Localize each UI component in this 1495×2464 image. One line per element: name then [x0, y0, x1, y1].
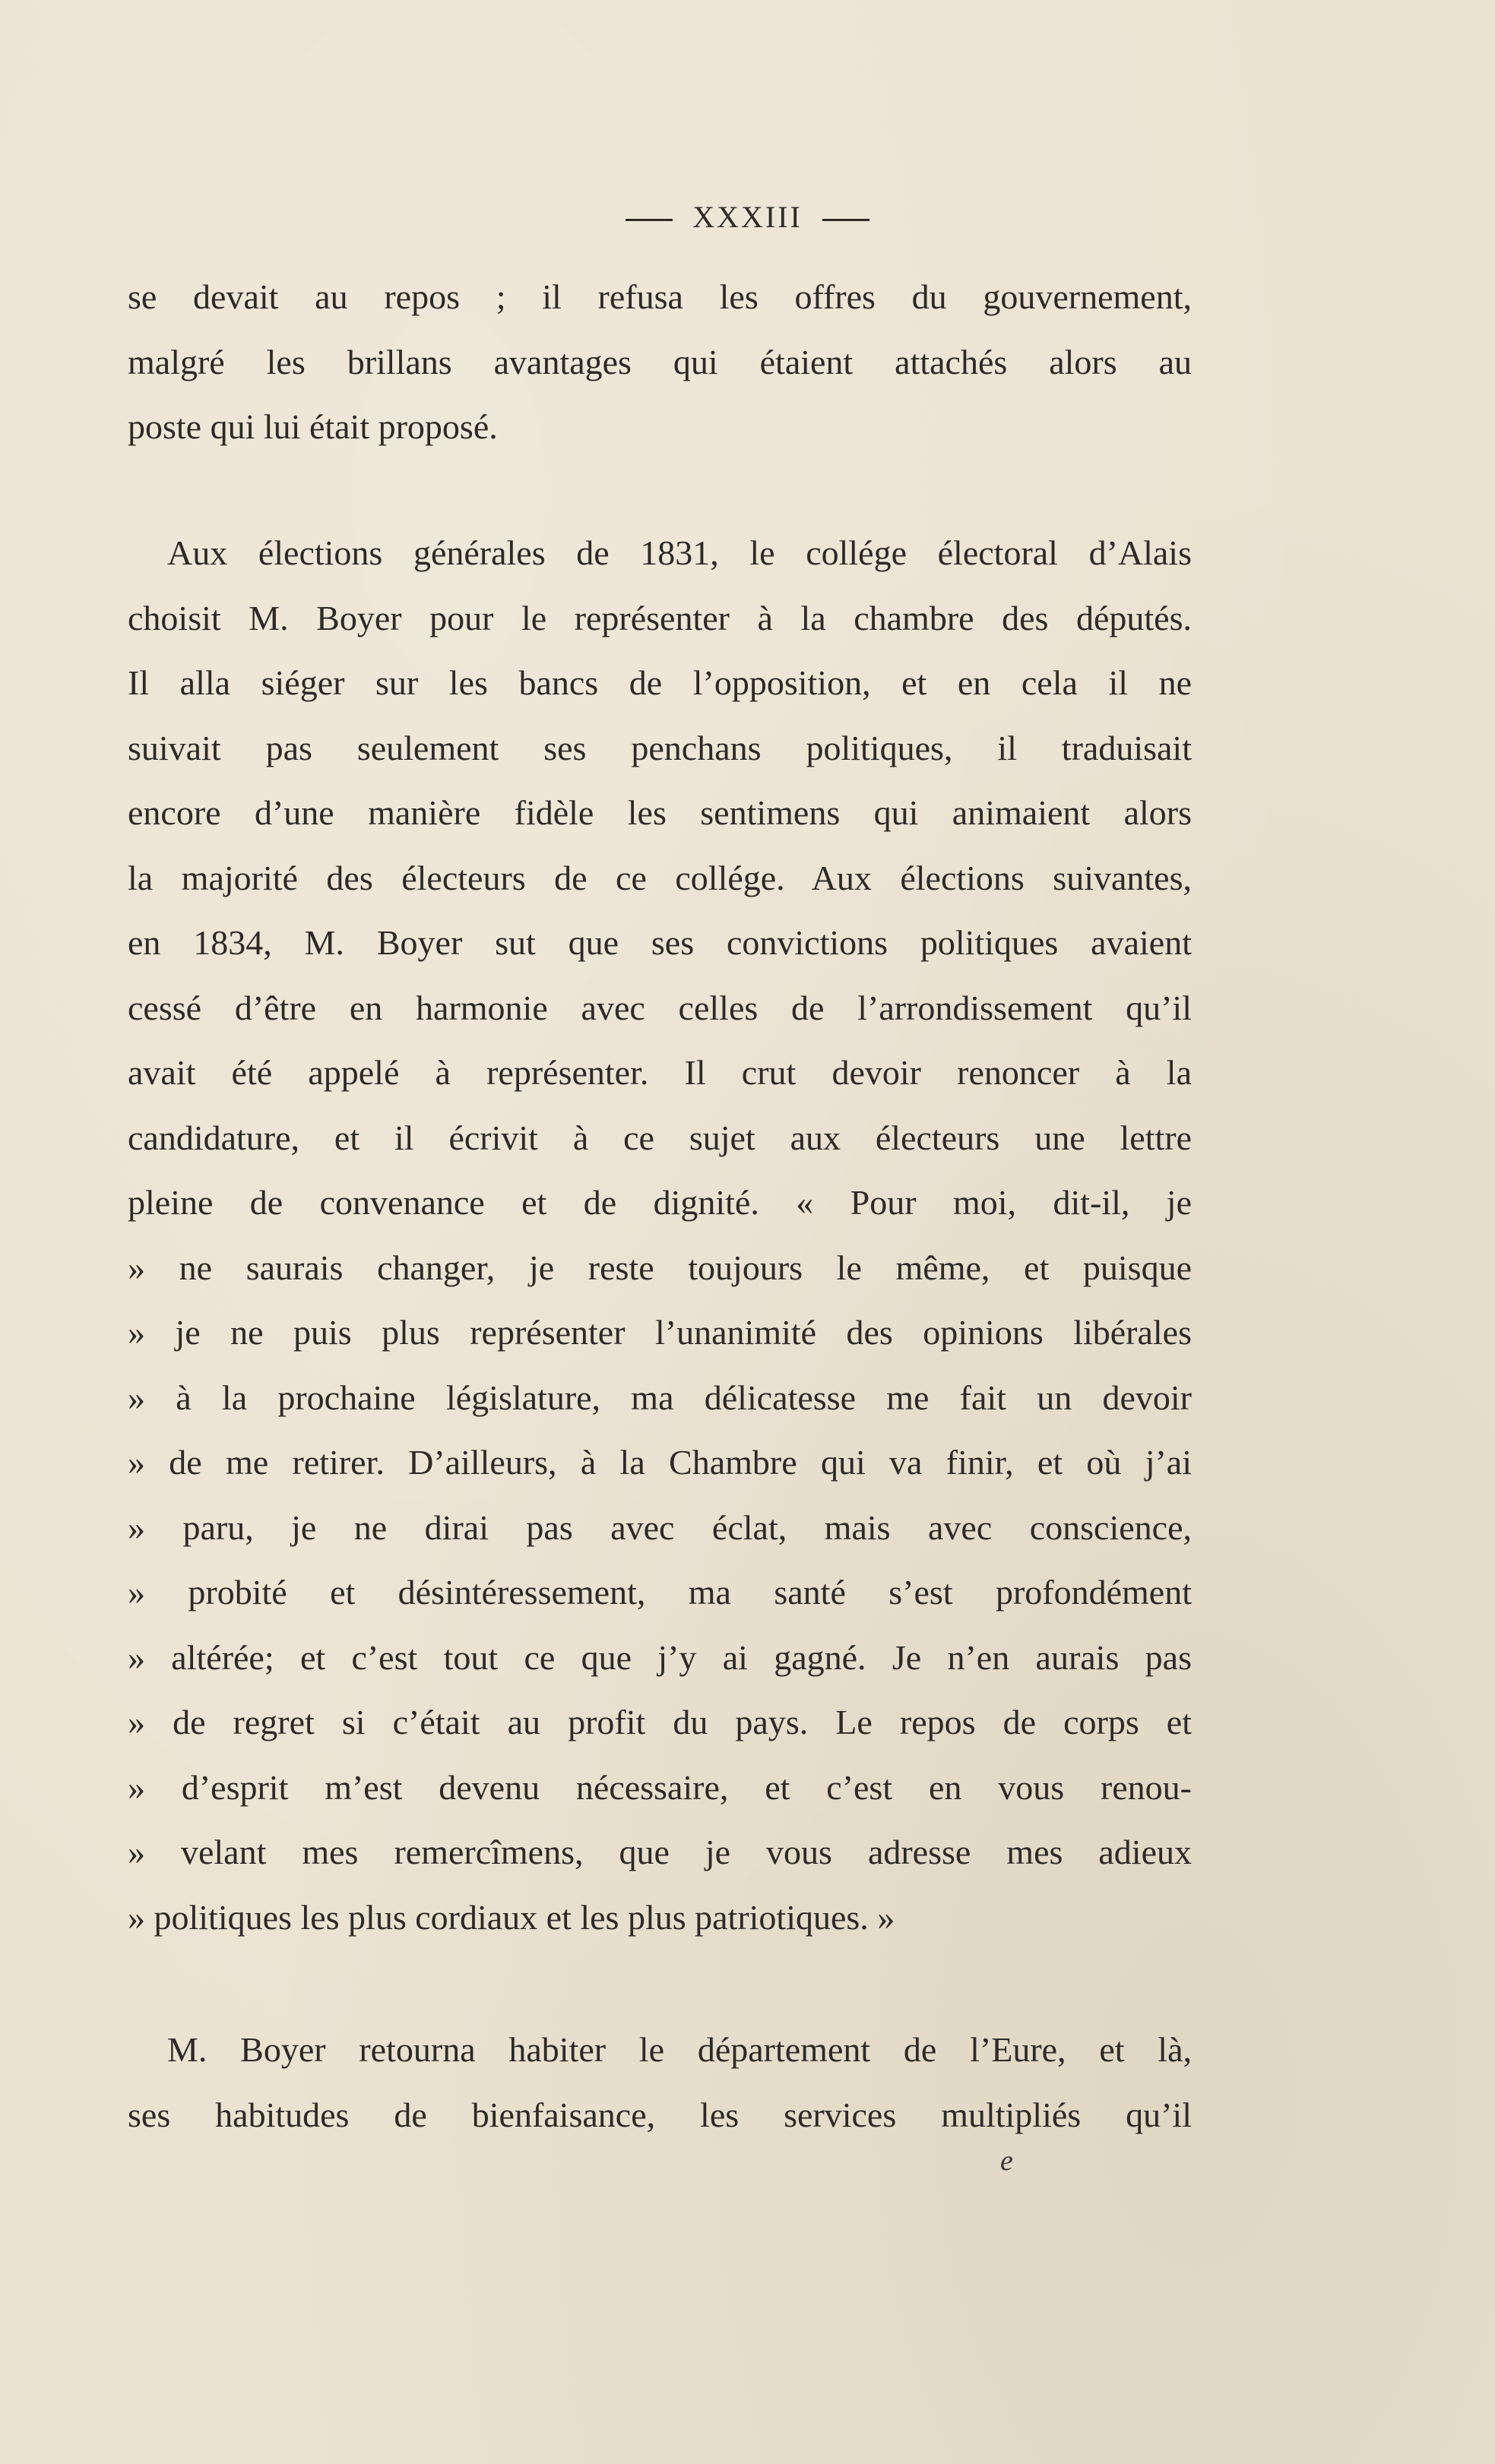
text-line: encore d’une manière fidèle les sentimens qui animaient alors — [128, 793, 1192, 832]
page-header — [0, 199, 1495, 235]
text-line: choisit M. Boyer pour le représenter à la chambre des députés. — [128, 598, 1192, 637]
paragraph-1 — [128, 264, 1192, 460]
text-line: candidature, et il écrivit à ce sujet aux électeurs une lettre — [128, 1118, 1192, 1157]
text-line: M. Boyer retourna habiter le département de l’Eure, et là, — [167, 2030, 1192, 2069]
text-line: se devait au repos ; il refusa les offres du gouvernement, — [128, 277, 1192, 316]
text-line: Il alla siéger sur les bancs de l’opposition, et en cela il ne — [128, 663, 1192, 702]
text-line: » paru, je ne dirai pas avec éclat, mais avec conscience, — [128, 1507, 1192, 1547]
header-dash-right — [822, 219, 869, 221]
page-number: XXXIII — [692, 200, 803, 234]
text-line: ses habitudes de bienfaisance, les services multipliés qu’il — [128, 2095, 1192, 2134]
text-line: » de regret si c’était au profit du pays. Le repos de corps et — [128, 1703, 1192, 1741]
text-line: la majorité des électeurs de ce collége. Aux élections suivantes, — [128, 858, 1192, 897]
text-line: » probité et désintéressement, ma santé s’est profondément — [128, 1573, 1192, 1612]
paragraph-3 — [128, 2017, 1192, 2147]
text-line: cessé d’être en harmonie avec celles de l’arrondissement qu’il — [128, 988, 1192, 1027]
signature-mark: e — [1000, 2145, 1013, 2177]
text-line: » de me retirer. D’ailleurs, à la Chambre qui va finir, et où j’ai — [128, 1443, 1192, 1482]
text-line: avait été appelé à représenter. Il crut devoir renoncer à la — [128, 1053, 1192, 1092]
text-line: Aux élections générales de 1831, le collége électoral d’Alais — [167, 533, 1192, 572]
text-line: pleine de convenance et de dignité. « Pour moi, dit-il, je — [128, 1183, 1192, 1222]
text-line: malgré les brillans avantages qui étaient attachés alors au — [128, 342, 1192, 381]
text-line: » ne saurais changer, je reste toujours le même, et puisque — [128, 1248, 1192, 1287]
header-dash-left — [626, 219, 673, 221]
text-line: suivait pas seulement ses penchans politiques, il traduisait — [128, 728, 1192, 767]
text-line: » d’esprit m’est devenu nécessaire, et c’est en vous renou- — [128, 1767, 1192, 1807]
text-line: poste qui lui était proposé. — [128, 407, 498, 446]
text-line: » altérée; et c’est tout ce que j’y ai gagné. Je n’en aurais pas — [128, 1637, 1192, 1677]
text-line: » politiques les plus cordiaux et les plus patriotiques. » — [128, 1897, 895, 1937]
text-line: » velant mes remercîmens, que je vous adresse mes adieux — [128, 1833, 1192, 1871]
paragraph-2 — [128, 520, 1192, 1950]
text-line: » à la prochaine législature, ma délicatesse me fait un devoir — [128, 1377, 1192, 1417]
text-line: en 1834, M. Boyer sut que ses convictions politiques avaient — [128, 923, 1192, 962]
text-line: » je ne puis plus représenter l’unanimité des opinions libérales — [128, 1313, 1192, 1352]
